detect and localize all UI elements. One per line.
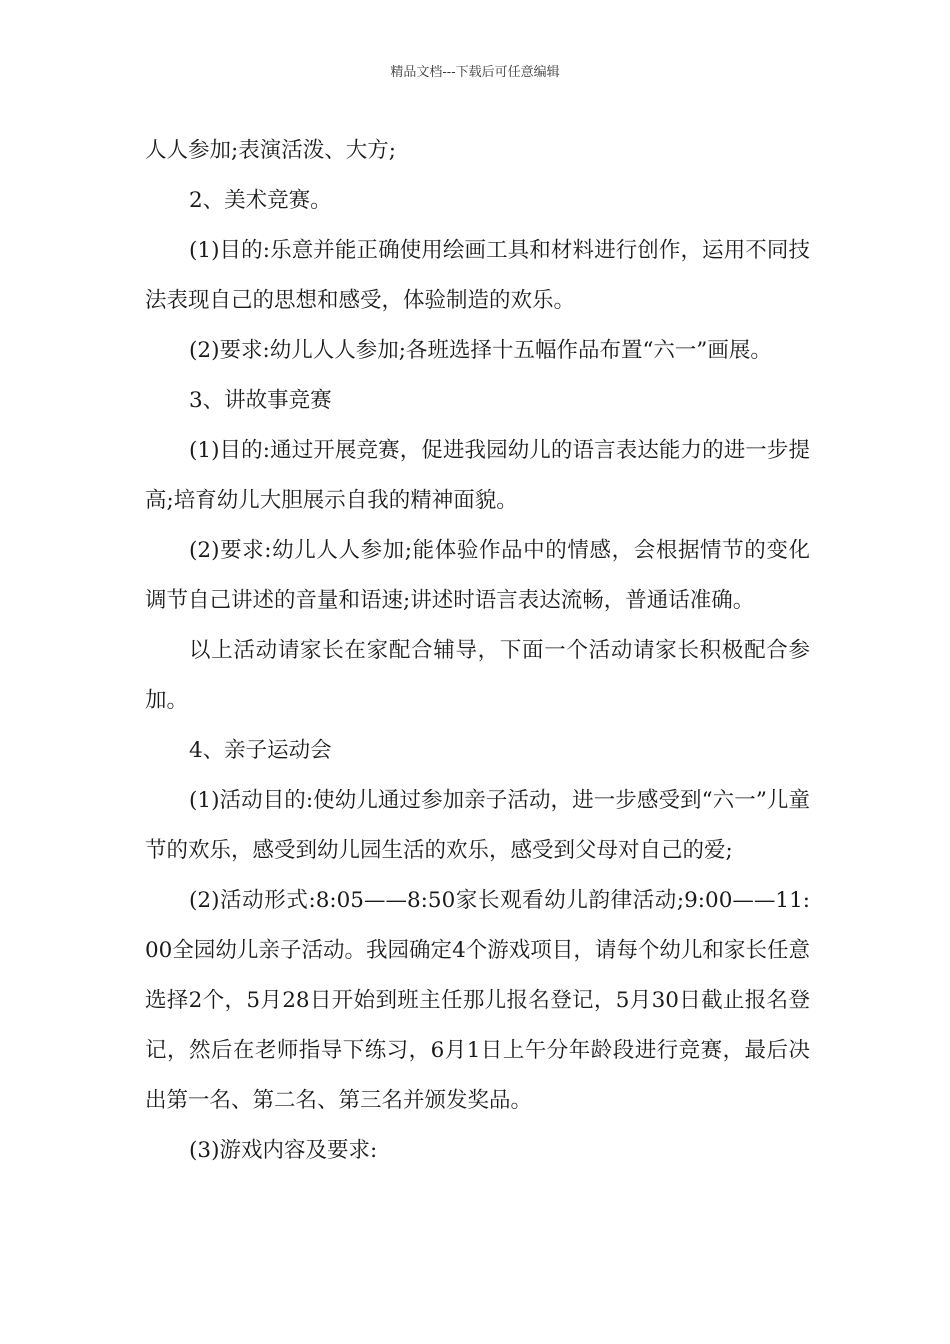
paragraph: (2)要求:幼儿人人参加;各班选择十五幅作品布置“六一”画展。 — [189, 338, 772, 363]
paragraph: (1)活动目的:使幼儿通过参加亲子活动，进一步感受到“六一”儿童节的欢乐，感受到幼儿园生活的欢乐，感受到父母对自己的爱; — [145, 788, 810, 863]
paragraph: (2)活动形式:8:05——8:50家长观看幼儿韵律活动;9:00——11:00全园幼儿亲子活动。我园确定4个游戏项目，请每个幼儿和家长任意选择2个，5月28日开始到班主任那儿报名登记，5月30日截止报名登记，然后在老师指导下练习，6月1日上午分年龄段进行竞赛，最后决出第一名、第二名、第三名并颁发奖品。 — [145, 888, 810, 1113]
paragraph: (3)游戏内容及要求: — [189, 1138, 378, 1163]
document-body — [145, 126, 810, 1176]
section-heading-art-contest: 2、美术竞赛。 — [189, 188, 332, 213]
paragraph: (2)要求:幼儿人人参加;能体验作品中的情感，会根据情节的变化调节自己讲述的音量和语速;讲述时语言表达流畅，普通话准确。 — [145, 538, 810, 613]
section-heading-storytelling-contest: 3、讲故事竞赛 — [189, 388, 332, 413]
paragraph: (1)目的:乐意并能正确使用绘画工具和材料进行创作，运用不同技法表现自己的思想和感受，体验制造的欢乐。 — [145, 238, 810, 313]
section-heading-sports-meet: 4、亲子运动会 — [189, 738, 332, 763]
page-header: 精品文档---下载后可任意编辑 — [390, 65, 560, 80]
paragraph: (1)目的:通过开展竞赛，促进我园幼儿的语言表达能力的进一步提高;培育幼儿大胆展示自我的精神面貌。 — [145, 438, 810, 513]
paragraph: 以上活动请家长在家配合辅导，下面一个活动请家长积极配合参加。 — [145, 638, 810, 713]
paragraph: 人人参加;表演活泼、大方; — [145, 138, 396, 163]
